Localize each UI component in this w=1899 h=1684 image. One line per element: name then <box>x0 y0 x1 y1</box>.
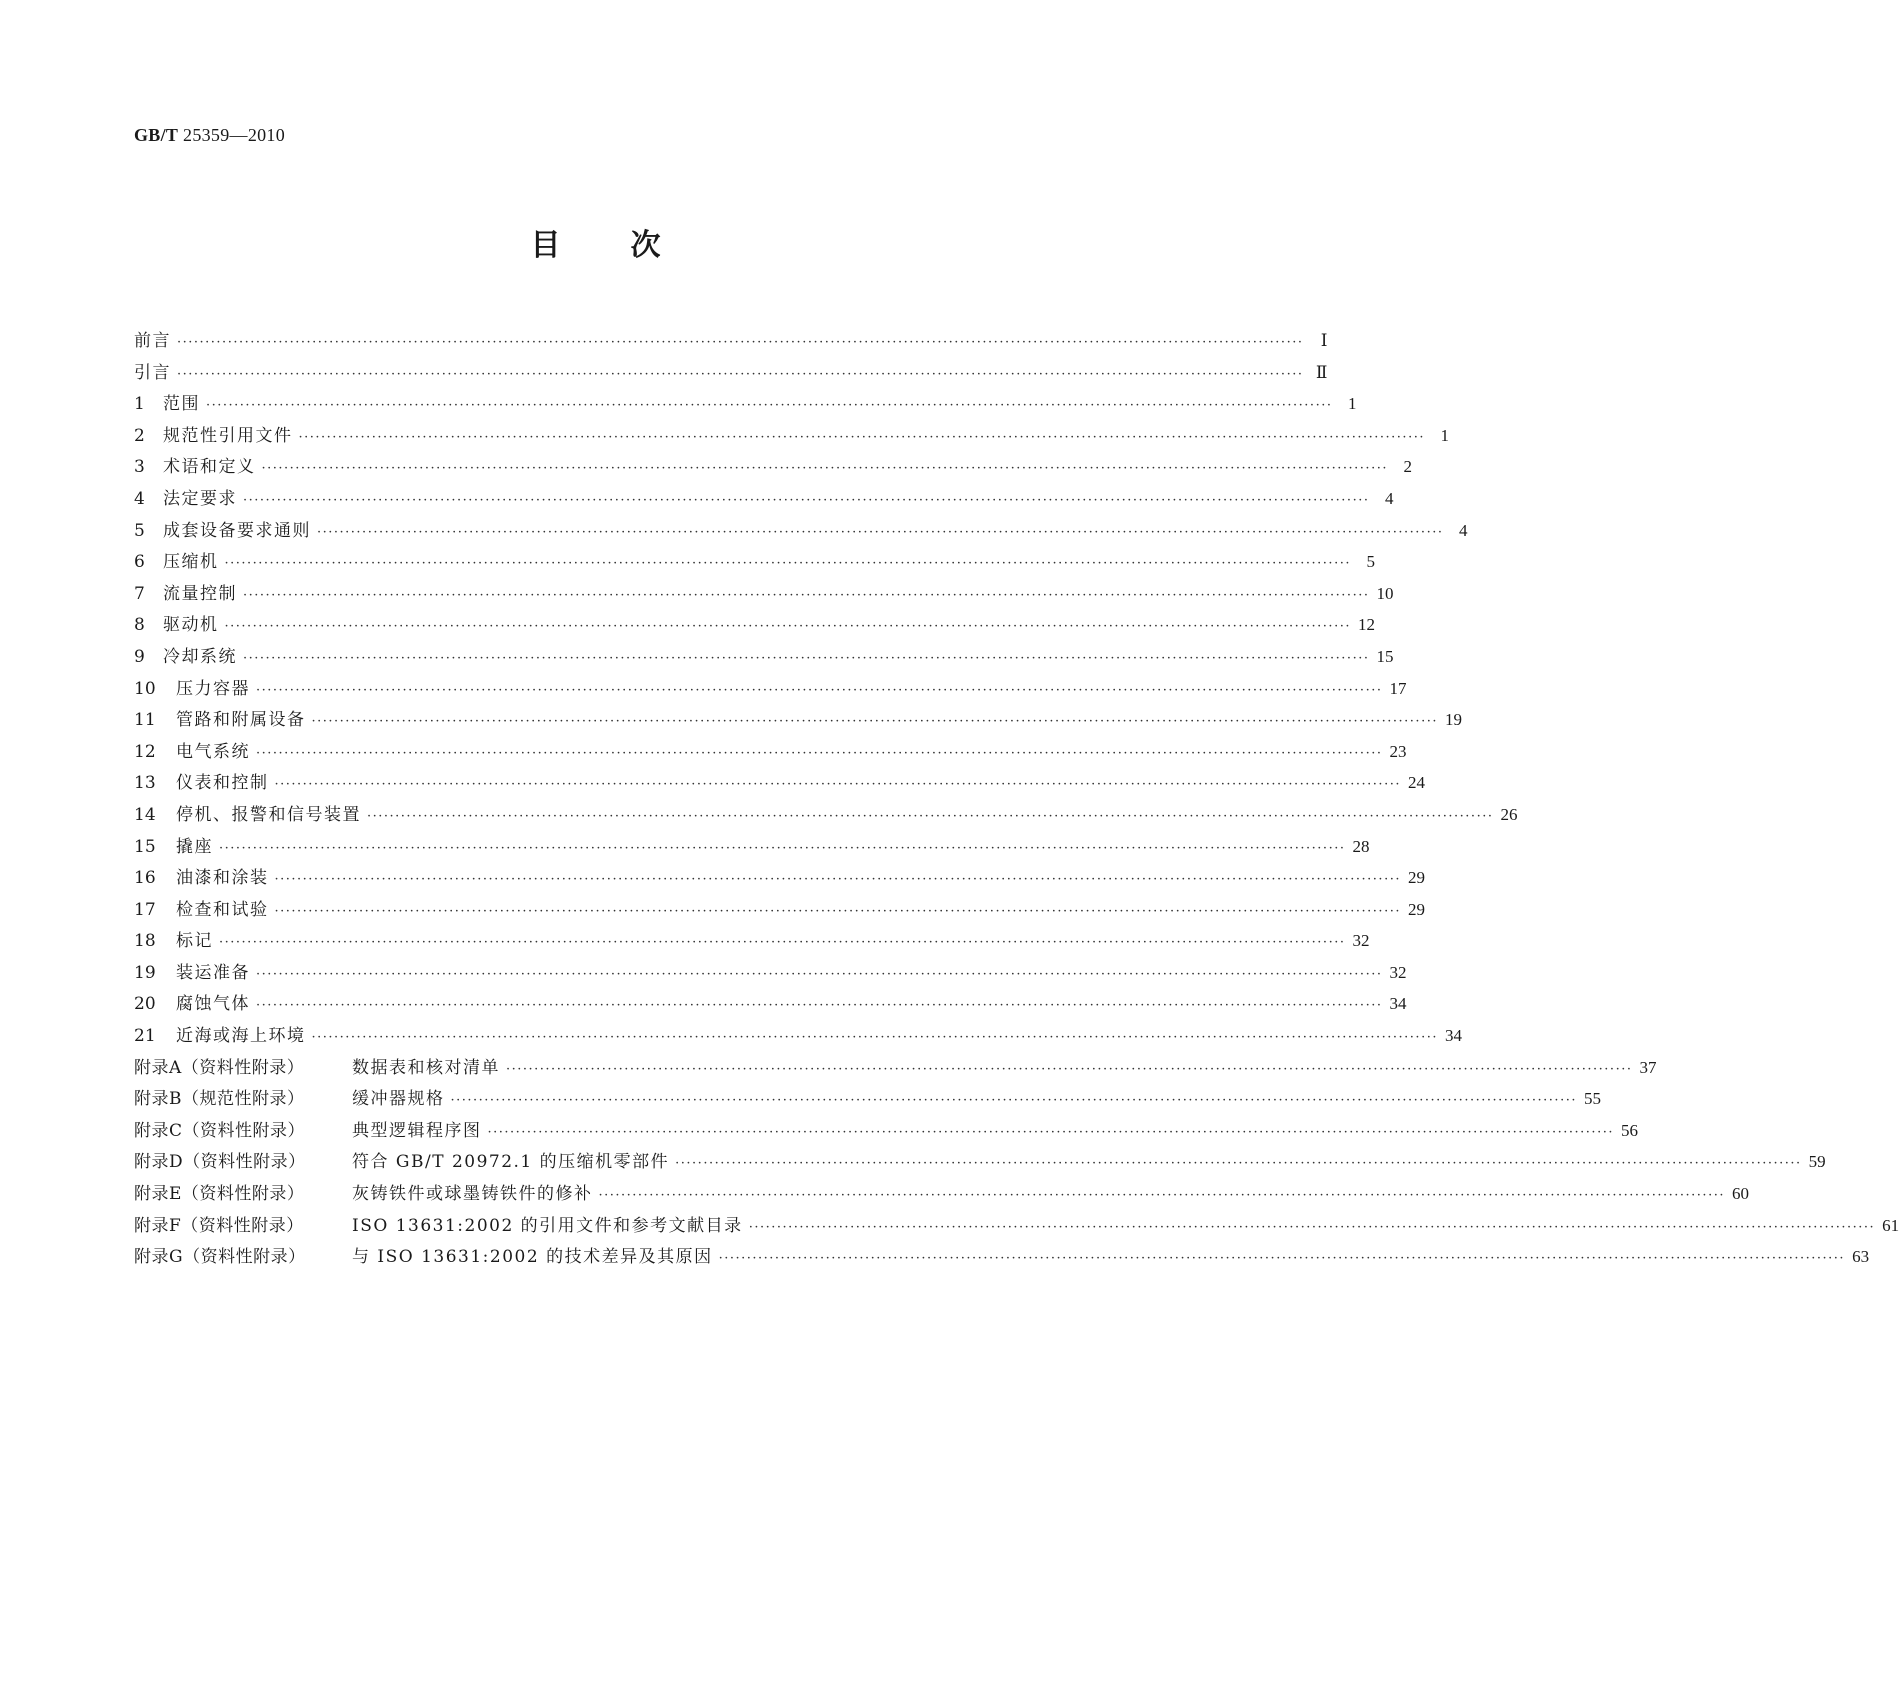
toc-entry[interactable] <box>134 610 1375 642</box>
toc-dot-leader: ········································································································································································································ <box>274 872 1401 888</box>
toc-entry-label: 标记 <box>176 931 213 952</box>
toc-entry-label: 前言 <box>134 331 171 351</box>
toc-dot-leader: ········································································································································································································ <box>243 492 1370 508</box>
toc-entry-label: 仪表和控制 <box>176 773 269 794</box>
toc-entry-label: 冷却系统 <box>163 646 237 667</box>
toc-entry-page-number: Ⅰ <box>1320 331 1328 350</box>
toc-entry-page-number: 5 <box>1366 552 1375 572</box>
toc-entry-label: 腐蚀气体 <box>176 994 250 1015</box>
toc-entry-number: 12 <box>134 741 156 762</box>
toc-dot-leader: ········································································································································································································ <box>243 587 1370 603</box>
toc-entry-page-number: 4 <box>1458 520 1468 540</box>
toc-entry-page-number: 59 <box>1808 1152 1826 1172</box>
toc-entry-page-number: 15 <box>1376 646 1394 666</box>
toc-entry-page-number: 28 <box>1352 836 1370 856</box>
toc-entry-label: 油漆和涂装 <box>176 868 269 889</box>
toc-entry-label: 近海或海上环境 <box>176 1026 306 1047</box>
toc-dot-leader: ········································································································································································································ <box>177 366 1304 382</box>
toc-entry[interactable] <box>134 674 1407 706</box>
toc-entry-number: 14 <box>134 804 156 825</box>
toc-entry-page-number: 60 <box>1731 1184 1749 1204</box>
toc-entry-label: 范围 <box>163 394 200 415</box>
toc-entry-label: 法定要求 <box>163 488 237 509</box>
toc-entry-page-number: 19 <box>1444 710 1462 730</box>
toc-entry-number: 21 <box>134 1026 156 1047</box>
toc-entry-page-number: 37 <box>1639 1057 1657 1077</box>
toc-entry-page-number: 61 <box>1882 1215 1899 1235</box>
toc-entry-label: 压缩机 <box>163 552 219 573</box>
toc-entry[interactable] <box>134 358 1328 390</box>
toc-entry[interactable] <box>134 1147 1826 1179</box>
toc-dot-leader: ········································································································································································································ <box>487 1124 1614 1140</box>
toc-dot-leader: ········································································································································································································ <box>317 524 1444 540</box>
toc-entry-number: 10 <box>134 678 156 699</box>
toc-entry[interactable] <box>134 579 1394 611</box>
toc-dot-leader: ········································································································································································································ <box>450 1093 1577 1109</box>
toc-entry-number: 13 <box>134 773 156 794</box>
toc-dot-leader: ········································································································································································································ <box>311 714 1438 730</box>
toc-entry-number: 20 <box>134 994 156 1015</box>
toc-entry-label: 流量控制 <box>163 583 237 604</box>
toc-dot-leader: ········································································································································································································ <box>256 682 1383 698</box>
toc-dot-leader: ········································································································································································································ <box>256 966 1383 982</box>
toc-entry-page-number: 32 <box>1352 931 1370 951</box>
toc-entry-page-number: 24 <box>1407 773 1425 793</box>
toc-entry-page-number: 55 <box>1583 1089 1601 1109</box>
toc-entry-label: 压力容器 <box>176 678 250 699</box>
toc-dot-leader: ········································································································································································································ <box>243 650 1370 666</box>
toc-entry-label: 成套设备要求通则 <box>163 520 311 541</box>
toc-entry-label: 符合 GB/T 20972.1 的压缩机零部件 <box>352 1152 670 1173</box>
toc-entry-number: 附录D（资料性附录） <box>134 1152 306 1173</box>
toc-entry-number: 11 <box>134 710 156 731</box>
toc-entry[interactable] <box>134 800 1518 832</box>
toc-entry-page-number: 12 <box>1357 615 1375 635</box>
toc-entry[interactable] <box>134 1211 1899 1243</box>
toc-entry-label: 数据表和核对清单 <box>352 1057 500 1078</box>
toc-entry-page-number: 56 <box>1620 1120 1638 1140</box>
toc-entry[interactable] <box>134 516 1468 548</box>
toc-entry-label: 缓冲器规格 <box>352 1089 445 1110</box>
toc-entry-label: 灰铸铁件或球墨铸铁件的修补 <box>352 1184 593 1205</box>
toc-dot-leader: ········································································································································································································ <box>256 745 1383 761</box>
toc-entry-label: 装运准备 <box>176 962 250 983</box>
toc-entry-number: 6 <box>134 552 145 573</box>
toc-dot-leader: ········································································································································································································ <box>224 619 1351 635</box>
toc-entry-label: 与 ISO 13631:2002 的技术差异及其原因 <box>352 1247 713 1268</box>
toc-dot-leader: ········································································································································································································ <box>224 556 1351 572</box>
toc-entry-label: 引言 <box>134 362 171 383</box>
toc-entry-page-number: 4 <box>1384 488 1394 508</box>
toc-dot-leader: ········································································································································································································ <box>219 935 1346 951</box>
toc-entry[interactable] <box>134 737 1407 769</box>
toc-entry[interactable] <box>134 389 1357 421</box>
toc-entry-number: 附录E（资料性附录） <box>134 1184 305 1205</box>
toc-entry[interactable] <box>134 832 1370 864</box>
toc-entry[interactable] <box>134 1053 1657 1085</box>
toc-entry-number: 7 <box>134 583 145 604</box>
toc-dot-leader: ········································································································································································································ <box>675 1156 1802 1172</box>
standard-code <box>134 125 285 146</box>
toc-entry-label: 电气系统 <box>176 741 250 762</box>
toc-entry-number: 5 <box>134 520 145 541</box>
toc-dot-leader: ········································································································································································································ <box>367 808 1494 824</box>
toc-entry[interactable] <box>134 547 1375 579</box>
toc-entry-page-number: 23 <box>1389 741 1407 761</box>
toc-entry-page-number: 17 <box>1389 678 1407 698</box>
toc-title-char-2: 次 <box>630 228 661 263</box>
toc-dot-leader: ········································································································································································································ <box>274 903 1401 919</box>
toc-entry-page-number: 34 <box>1444 1026 1462 1046</box>
toc-entry[interactable] <box>134 421 1449 453</box>
toc-dot-leader: ········································································································································································································ <box>219 840 1346 856</box>
toc-list <box>134 326 1899 1274</box>
toc-entry-number: 15 <box>134 836 156 857</box>
toc-entry-number: 18 <box>134 931 156 952</box>
toc-entry-number: 9 <box>134 646 145 667</box>
toc-entry-page-number: 1 <box>1440 425 1449 445</box>
toc-entry[interactable] <box>134 705 1462 737</box>
toc-entry-label: 停机、报警和信号装置 <box>176 804 361 825</box>
toc-entry-number: 19 <box>134 962 156 983</box>
toc-entry-label: 撬座 <box>176 836 213 857</box>
toc-entry[interactable] <box>134 1116 1638 1148</box>
toc-entry-number: 3 <box>134 457 145 478</box>
toc-entry-page-number: 32 <box>1389 962 1407 982</box>
toc-entry-label: 术语和定义 <box>163 457 256 478</box>
toc-entry-number: 1 <box>134 394 145 415</box>
toc-entry[interactable] <box>134 326 1328 358</box>
toc-dot-leader: ········································································································································································································ <box>598 1188 1725 1204</box>
toc-entry[interactable] <box>134 452 1412 484</box>
toc-entry-page-number: 29 <box>1407 899 1425 919</box>
toc-entry[interactable] <box>134 926 1370 958</box>
standard-code-number: 25359—2010 <box>178 125 286 145</box>
toc-entry-number: 2 <box>134 425 145 446</box>
toc-dot-leader: ········································································································································································································ <box>256 998 1383 1014</box>
toc-entry-label: 检查和试验 <box>176 899 269 920</box>
toc-entry-page-number: 26 <box>1500 804 1518 824</box>
toc-entry-number: 8 <box>134 615 145 636</box>
toc-entry[interactable] <box>134 863 1425 895</box>
toc-entry-number: 附录G（资料性附录） <box>134 1247 306 1268</box>
toc-title-char-1: 目 <box>530 228 561 263</box>
toc-entry[interactable] <box>134 484 1394 516</box>
toc-dot-leader: ········································································································································································································ <box>748 1219 1876 1235</box>
toc-entry[interactable] <box>134 895 1425 927</box>
toc-dot-leader: ········································································································································································································ <box>311 1030 1438 1046</box>
toc-entry-number: 4 <box>134 488 145 509</box>
toc-entry-label: 规范性引用文件 <box>163 425 293 446</box>
toc-entry[interactable] <box>134 1242 1870 1274</box>
toc-title <box>0 226 1191 266</box>
toc-entry-number: 16 <box>134 868 156 889</box>
toc-entry-number: 附录C（资料性附录） <box>134 1120 306 1141</box>
toc-dot-leader: ········································································································································································································ <box>261 461 1388 477</box>
toc-entry-label: ISO 13631:2002 的引用文件和参考文献目录 <box>352 1215 743 1236</box>
toc-entry-number: 附录F（资料性附录） <box>134 1215 304 1236</box>
toc-entry-page-number: Ⅱ <box>1315 362 1328 382</box>
toc-entry-label: 管路和附属设备 <box>176 710 306 731</box>
toc-entry-label: 驱动机 <box>163 615 219 636</box>
toc-entry-number: 附录A（资料性附录） <box>134 1057 305 1078</box>
toc-entry-label: 典型逻辑程序图 <box>352 1120 482 1141</box>
toc-dot-leader: ········································································································································································································ <box>206 398 1333 414</box>
toc-entry-page-number: 10 <box>1376 583 1394 603</box>
toc-dot-leader: ········································································································································································································ <box>177 335 1304 350</box>
toc-entry[interactable] <box>134 1179 1749 1211</box>
toc-entry-number: 附录B（规范性附录） <box>134 1089 305 1110</box>
toc-entry-number: 17 <box>134 899 156 920</box>
standard-code-prefix: GB/T <box>134 125 179 145</box>
toc-entry[interactable] <box>134 642 1394 674</box>
toc-entry-page-number: 29 <box>1407 868 1425 888</box>
toc-dot-leader: ········································································································································································································ <box>298 429 1425 445</box>
toc-dot-leader: ········································································································································································································ <box>506 1061 1633 1077</box>
toc-entry-page-number: 2 <box>1403 457 1412 477</box>
toc-entry[interactable] <box>134 1084 1601 1116</box>
toc-dot-leader: ········································································································································································································ <box>718 1251 1846 1267</box>
toc-entry-page-number: 1 <box>1347 394 1357 414</box>
toc-entry[interactable] <box>134 768 1425 800</box>
toc-entry[interactable] <box>134 958 1407 990</box>
toc-entry[interactable] <box>134 1021 1462 1053</box>
toc-entry[interactable] <box>134 989 1407 1021</box>
toc-dot-leader: ········································································································································································································ <box>274 777 1401 793</box>
toc-entry-page-number: 34 <box>1389 994 1407 1014</box>
toc-entry-page-number: 63 <box>1852 1247 1870 1267</box>
